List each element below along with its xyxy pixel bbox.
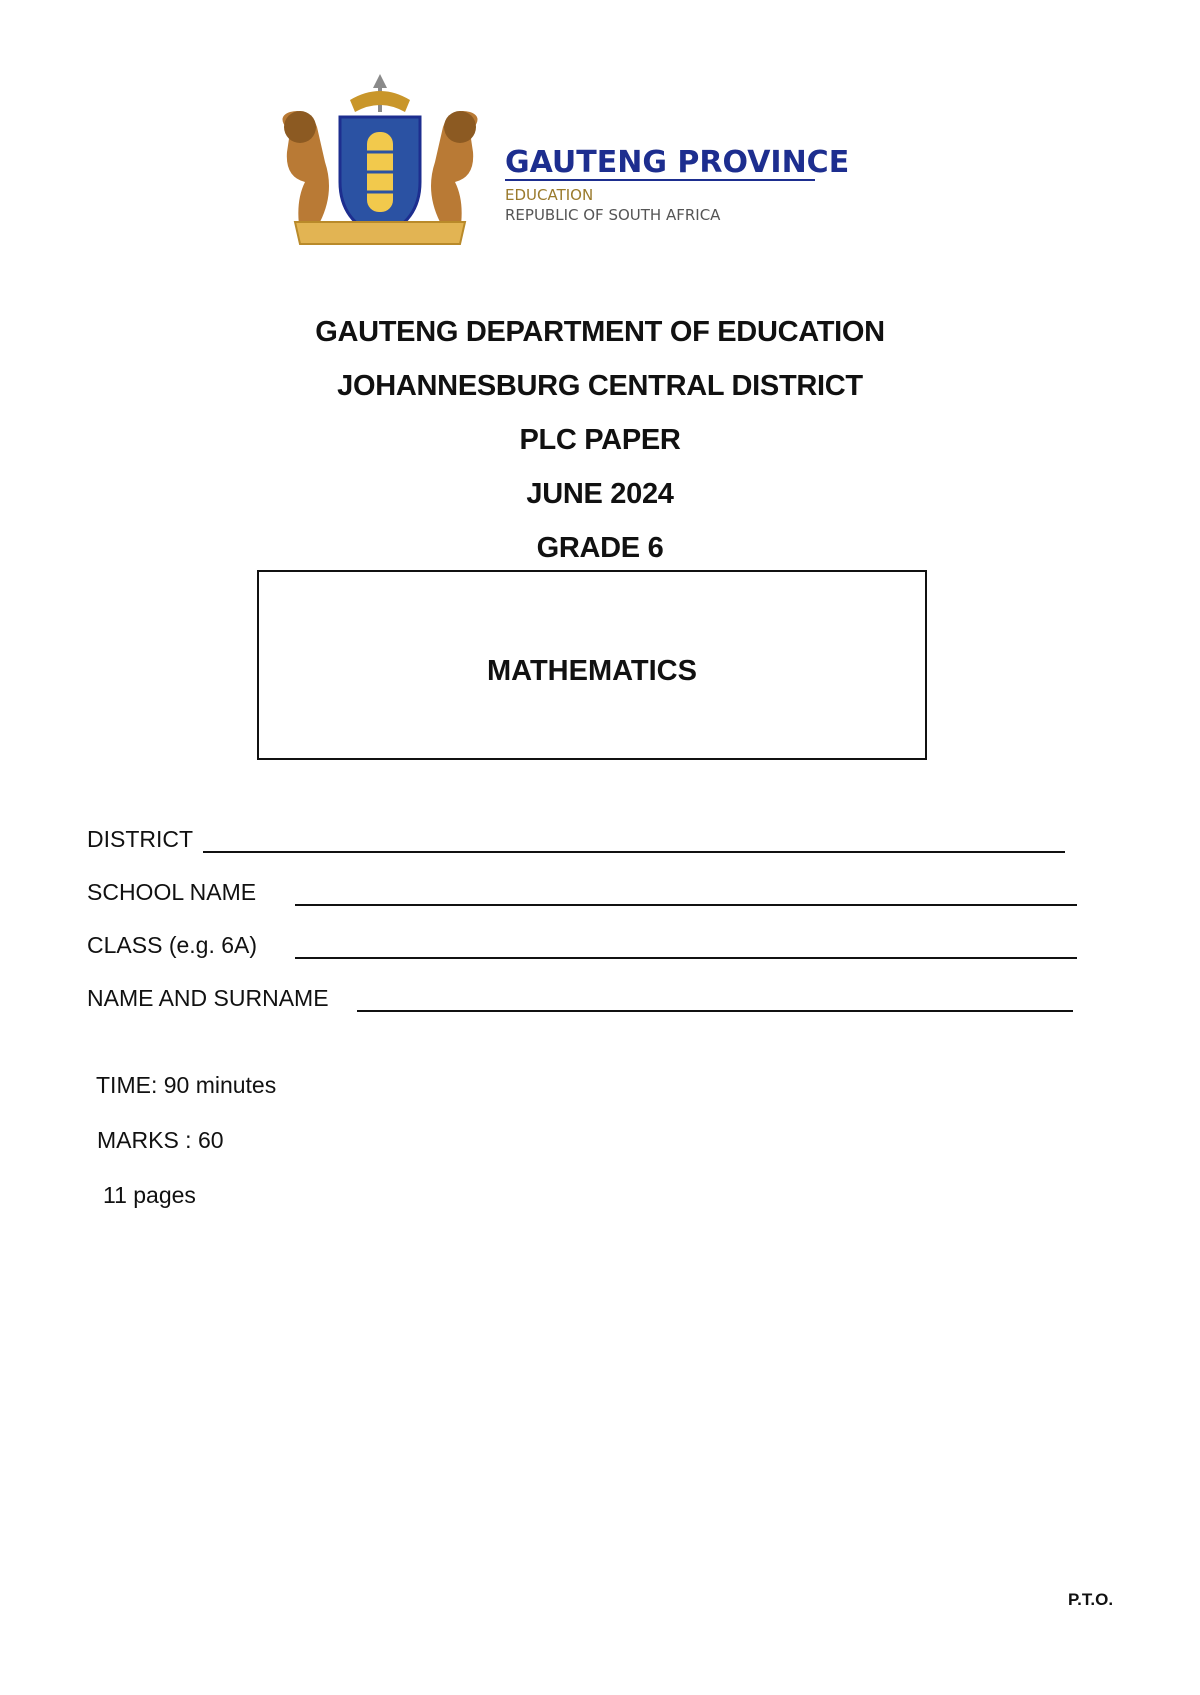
class-input-line[interactable]	[295, 957, 1077, 959]
logo-province: GAUTENG PROVINCE	[505, 145, 850, 180]
name-surname-label: NAME AND SURNAME	[87, 985, 329, 1011]
marks-info: MARKS : 60	[97, 1127, 224, 1153]
class-label: CLASS (e.g. 6A)	[87, 932, 258, 958]
time-info: TIME: 90 minutes	[96, 1072, 277, 1098]
header-paper: PLC PAPER	[519, 424, 681, 456]
header-district: JOHANNESBURG CENTRAL DISTRICT	[337, 370, 863, 402]
name-surname-input-line[interactable]	[357, 1010, 1073, 1012]
district-input-line[interactable]	[203, 851, 1065, 853]
pto-label: P.T.O.	[1068, 1590, 1114, 1609]
header-department: GAUTENG DEPARTMENT OF EDUCATION	[315, 316, 885, 348]
logo-department: EDUCATION	[505, 186, 594, 204]
header-grade: GRADE 6	[536, 532, 664, 564]
pages-info: 11 pages	[103, 1182, 196, 1208]
subject-title: MATHEMATICS	[487, 655, 697, 687]
school-name-label: SCHOOL NAME	[87, 879, 257, 905]
school-name-input-line[interactable]	[295, 904, 1077, 906]
header-date: JUNE 2024	[526, 478, 674, 510]
coat-of-arms-icon	[255, 72, 865, 258]
logo-country: REPUBLIC OF SOUTH AFRICA	[505, 206, 721, 224]
district-label: DISTRICT	[87, 826, 194, 852]
subject-box	[257, 570, 927, 760]
